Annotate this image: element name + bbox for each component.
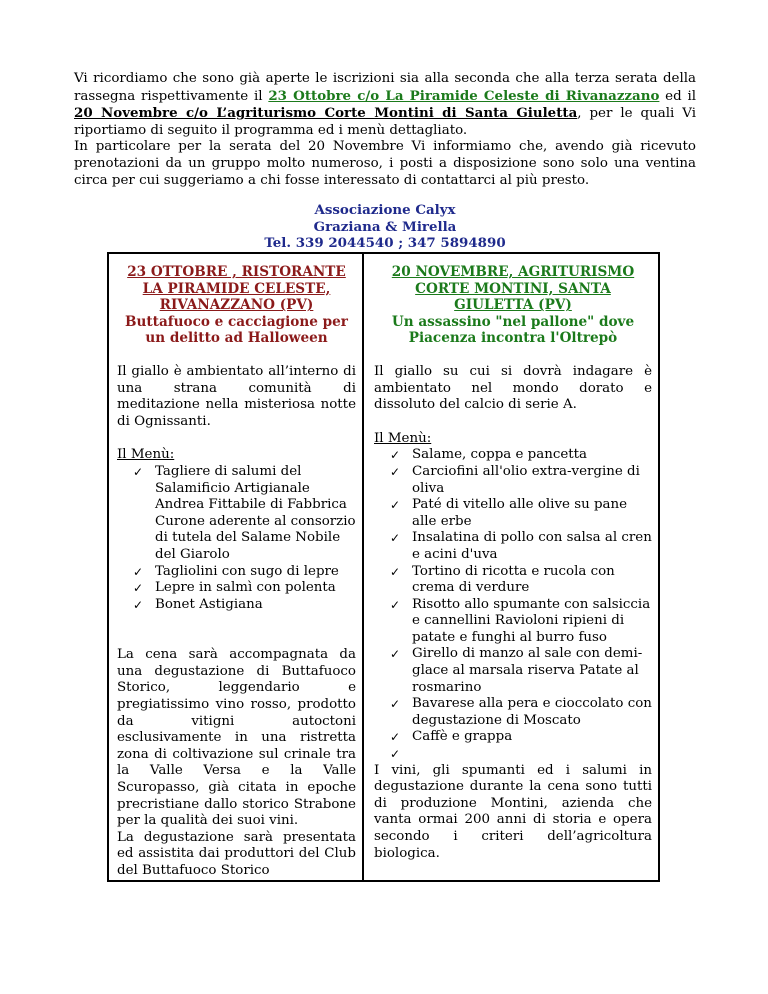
intro-paragraph-2: In particolare per la serata del 20 Novembre Vi informiamo che, avendo già ricevuto prenotazioni da un gruppo molto numeroso, i posti a disposizione sono solo una ventina circa per cui suggeriamo a chi fosse interessato di contattarci al più presto. [74,139,696,188]
menu-item-text: Bonet Astigiana [155,596,263,612]
checkmark-icon: ✓ [390,531,401,546]
contact-block [74,202,696,252]
menu-item-text: Tagliere di salumi del Salamificio Artigianale Andrea Fittabile di Fabbrica Curone aderente al consorzio di tutela del Salame Nobile del Giarolo [155,463,356,562]
menu-list [374,447,652,762]
menu-item [390,746,652,763]
menu-item-text: Girello di manzo al sale con demi-glace al marsala riserva Patate al rosmarino [412,646,643,695]
menu-item-text: Paté di vitello alle olive su pane alle erbe [412,497,628,529]
menu-item-text: Bavarese alla pera e cioccolato con degustazione di Moscato [412,696,652,728]
menu-title: Il Menù: [117,447,175,463]
checkmark-icon: ✓ [133,597,144,612]
menu-item [133,564,356,581]
tasting-note: La degustazione sarà presentata ed assistita dai produttori del Club del Buttafuoco Storico [117,829,356,878]
menu-item [390,597,652,647]
event-subtitle: Un assassino "nel pallone" dove Piacenza incontra l'Oltrepò [391,313,635,347]
event-title: 20 NOVEMBRE, AGRITURISMO CORTE MONTINI, SANTA GIULETTA (PV) [391,264,635,314]
checkmark-icon: ✓ [133,581,144,596]
checkmark-icon: ✓ [390,697,401,712]
menu-item-text: Salame, coppa e pancetta [412,447,588,463]
menu-list [117,464,356,613]
checkmark-icon: ✓ [390,464,401,479]
menu-item-text: Risotto allo spumante con salsiccia e cannellini Ravioloni ripieni di patate e funghi al burro fuso [412,596,651,645]
menu-item-text: Tortino di ricotta e rucola con crema di verdure [412,563,615,596]
menu-item-text: Insalatina di pollo con salsa al cren e acini d'uva [412,530,652,562]
intro-paragraph-1: Vi ricordiamo che sono già aperte le iscrizioni sia alla seconda che alla terza serata della rassegna rispettivamente il 23 Ottobre c/o La Piramide Celeste di Rivanazzano ed il 20 Novembre c/o L’agriturismo Corte Montini di Santa Giuletta, per le quali Vi riportiamo di seguito il programma ed i menù dettagliato. [74,71,697,138]
menu-title: Il Menù: [374,430,432,446]
event-description: Il giallo è ambientato all’interno di una strana comunità di meditazione nella misteriosa notte di Ognissanti. [117,363,356,429]
event-title: 23 OTTOBRE , RISTORANTE LA PIRAMIDE CELESTE, RIVANAZZANO (PV) [127,264,346,314]
menu-item [390,464,652,497]
menu-item-text: Caffè e grappa [412,729,513,745]
menu-item-text [412,746,416,761]
event-link-20-novembre[interactable]: 20 Novembre c/o L’agriturismo Corte Montini di Santa Giuletta [74,105,578,122]
menu-item [133,597,356,614]
checkmark-icon: ✓ [390,498,401,513]
event-link-23-ottobre[interactable]: 23 Ottobre c/o La Piramide Celeste di Rivanazzano [268,87,660,104]
organizer-names: Graziana & Mirella [313,218,457,235]
wine-note: La cena sarà accompagnata da una degustazione di Buttafuoco Storico, leggendario e pregiatissimo vino rosso, prodotto da vitigni autoctoni esclusivamente in una ristretta zona di coltivazione sul crinale tra la Valle Versa e la Valle Scuropasso, già citata in epoche precristiane dallo storico Strabone per la qualità dei suoi vini. [117,647,356,829]
menu-item-text: Tagliolini con sugo di lepre [155,563,339,579]
checkmark-icon: ✓ [390,647,401,662]
checkmark-icon: ✓ [133,464,144,479]
checkmark-icon: ✓ [390,564,401,579]
menu-item [390,447,652,464]
organization-name: Associazione Calyx [314,202,456,218]
menu-item [390,564,652,597]
menu-item [390,497,652,530]
menu-item [390,696,652,729]
checkmark-icon: ✓ [133,564,144,579]
intro-text [74,71,696,189]
phone-numbers: Tel. 339 2044540 ; 347 5894890 [264,235,506,252]
event-subtitle: Buttafuoco e cacciagione per un delitto ad Halloween [125,313,348,347]
menu-item [133,464,356,564]
menu-item [133,580,356,597]
events-table [107,252,660,882]
event-description: Il giallo su cui si dovrà indagare è ambientato nel mondo dorato e dissoluto del calcio di serie A. [374,363,652,413]
checkmark-icon: ✓ [390,448,401,463]
checkmark-icon: ✓ [390,597,401,612]
menu-item-text: Lepre in salmì con polenta [155,580,336,596]
menu-item [390,530,652,563]
checkmark-icon: ✓ [390,730,401,745]
menu-item [390,729,652,746]
event-column-november [364,254,658,880]
event-heading [117,264,356,347]
producer-note: I vini, gli spumanti ed i salumi in degustazione durante la cena sono tutti di produzione Montini, azienda che vanta ormai 200 anni di storia e opera secondo i criteri dell’agricoltura biologica. [374,762,652,861]
checkmark-icon: ✓ [390,747,401,762]
menu-item-text: Carciofini all'olio extra-vergine di oliva [412,463,640,496]
event-heading [374,264,652,347]
menu-item [390,646,652,696]
event-column-october [109,254,364,880]
